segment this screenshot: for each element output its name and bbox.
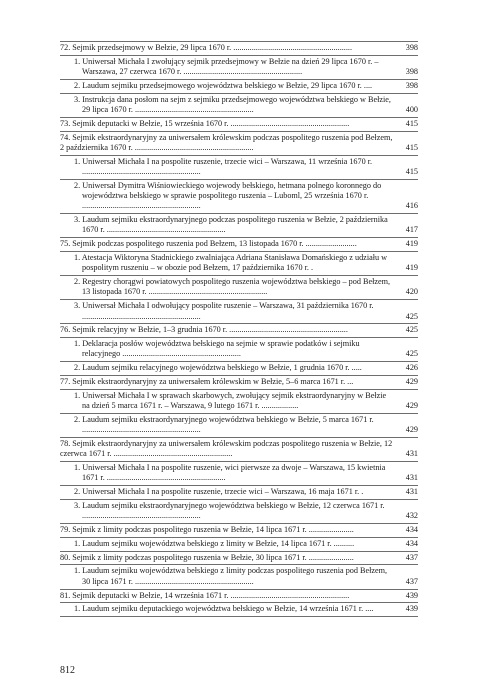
toc-entry-page: 429 (405, 377, 418, 387)
toc-entry-page: 420 (405, 287, 418, 297)
toc-entry-title: 1. Uniwersał Michała I na pospolite ruszenie, wici pierwsze za dwoje – Warszawa, 15 kwietnia 1671 r. .......................................................... (74, 463, 386, 483)
toc-entry-page: 400 (405, 104, 418, 114)
table-of-contents (60, 41, 418, 617)
toc-subentry (60, 252, 418, 276)
toc-subentry (60, 362, 418, 376)
toc-subentry (60, 94, 418, 118)
toc-entry-title: 3. Uniwersał Michała I odwołujący pospolite ruszenie – Warszawa, 31 października 1670 r. .......................................................... (74, 301, 374, 321)
toc-entry-title: 2. Laudum sejmiku przedsejmowego województwa bełskiego w Bełzie, 29 lipca 1670 r. .... (74, 80, 373, 90)
toc-entry-page: 425 (405, 325, 418, 335)
toc-entry-page: 432 (405, 511, 418, 521)
toc-entry-title: 2. Laudum sejmiku ekstraordynaryjnego województwa bełskiego w Bełzie, 5 marca 1671 r. .......................................................... (74, 414, 374, 435)
toc-entry (60, 238, 418, 252)
toc-entry-page: 425 (405, 311, 418, 321)
page-number: 812 (60, 665, 75, 676)
toc-entry-title: 2. Uniwersał Michała I na pospolite ruszenie, trzecie wici – Warszawa, 16 maja 1671 r. . (74, 487, 364, 497)
toc-subentry (60, 338, 418, 362)
toc-entry-title: 1. Uniwersał Michała I w sprawach skarbowych, zwołujący sejmik ekstraordynaryjny w Bełzie na dzień 5 marca 1671 r. – Warszawa, 9 lutego 1671 r. .................. (74, 390, 387, 411)
toc-entry-page: 398 (405, 67, 418, 77)
toc-entry-title: 1. Uniwersał Michała I zwołujący sejmik przedsejmowy w Bełzie na dzień 29 lipca 1670 r. – Warszawa, 27 czerwca 1670 r. .......................................................... (74, 56, 379, 77)
toc-entry-title: 3. Laudum sejmiku ekstraordynaryjnego podczas pospolitego ruszenia w Bełzie, 2 października 1670 r. .......................................................... (74, 215, 388, 235)
toc-entry-page: 425 (405, 349, 418, 359)
toc-entry-page: 416 (405, 201, 418, 211)
toc-entry-page: 429 (405, 425, 418, 435)
toc-subentry (60, 500, 418, 524)
toc-entry-page: 426 (405, 363, 418, 373)
toc-entry (60, 438, 418, 462)
toc-entry (60, 552, 418, 566)
toc-entry-page: 419 (405, 263, 418, 273)
toc-subentry (60, 80, 418, 94)
toc-entry-title: 80. Sejmik z limity podczas pospolitego ruszenia w Bełzie, 30 lipca 1671 r. ...................... (60, 552, 354, 562)
toc-entry (60, 132, 418, 156)
toc-entry (60, 41, 418, 56)
toc-subentry (60, 180, 418, 214)
toc-entry-title: 77. Sejmik ekstraordynaryjny za uniwersałem królewskim w Bełzie, 5–6 marca 1671 r. ... (60, 377, 354, 387)
toc-entry-title: 1. Uniwersał Michała I na pospolite ruszenie, trzecie wici – Warszawa, 11 września 1670 r. .......................................................... (74, 156, 373, 176)
toc-entry-title: 3. Laudum sejmiku ekstraordynaryjnego województwa bełskiego w Bełzie, 12 czerwca 1671 r. .......................................................... (74, 500, 385, 521)
toc-subentry (60, 565, 418, 589)
toc-entry-page: 434 (405, 538, 418, 548)
toc-entry-page: 415 (405, 166, 418, 176)
toc-entry-title: 79. Sejmik z limity podczas pospolitego ruszenia w Bełzie, 14 lipca 1671 r. ...................... (60, 525, 354, 535)
toc-entry-title: 75. Sejmik podczas pospolitego ruszenia pod Bełzem, 13 listopada 1670 r. ......................... (60, 239, 357, 249)
toc-entry-title: 3. Instrukcja dana posłom na sejm z sejmiku przedsejmowego województwa bełskiego w Bełzie, 29 lipca 1670 r. .......................................................... (74, 94, 391, 114)
toc-entry-page: 437 (405, 576, 418, 586)
toc-subentry (60, 538, 418, 552)
toc-entry-title: 1. Atestacja Wiktoryna Stadnickiego zwalniająca Adriana Stanisława Domańskiego z udziału w pospolitym ruszeniu – w obozie pod Bełzem, 17 października 1670 r. . (74, 253, 388, 273)
toc-subentry (60, 486, 418, 500)
toc-entry-title: 81. Sejmik deputacki w Bełzie, 14 września 1671 r. .......................................................... (60, 590, 350, 600)
toc-entry-page: 439 (405, 604, 418, 614)
toc-entry-title: 2. Laudum sejmiku relacyjnego województwa bełskiego w Bełzie, 1 grudnia 1670 r. ..... (74, 363, 362, 373)
toc-entry (60, 376, 418, 390)
toc-entry-page: 431 (405, 473, 418, 483)
toc-entry-title: 2. Uniwersał Dymitra Wiśniowieckiego wojewody bełskiego, hetmana polnego koronnego do województwa bełskiego w sprawie pospolitego ruszenia – Luboml, 25 września 1670 r. .......................................................... (74, 180, 382, 211)
toc-entry-title: 73. Sejmik deputacki w Bełzie, 15 września 1670 r. .......................................................... (60, 118, 350, 128)
toc-entry-page: 434 (405, 525, 418, 535)
toc-subentry (60, 276, 418, 300)
toc-entry-title: 74. Sejmik ekstraordynaryjny za uniwersałem królewskim podczas pospolitego ruszenia pod Bełzem, 2 października 1670 r. .......................................................... (60, 132, 393, 152)
toc-subentry (60, 156, 418, 180)
toc-entry-page: 429 (405, 401, 418, 411)
toc-entry-title: 1. Laudum sejmiku województwa bełskiego z limity w Bełzie, 14 lipca 1671 r. .......... (74, 538, 355, 548)
toc-entry-page: 415 (405, 142, 418, 152)
toc-entry-page: 431 (405, 487, 418, 497)
toc-subentry (60, 214, 418, 238)
toc-subentry (60, 462, 418, 486)
toc-entry-title: 1. Laudum sejmiku województwa bełskiego z limity podczas pospolitego ruszenia pod Bełzem, 30 lipca 1671 r. .......................................................... (74, 566, 388, 586)
toc-entry-page: 398 (405, 43, 418, 52)
toc-entry-page: 431 (405, 449, 418, 459)
toc-entry-title: 76. Sejmik relacyjny w Bełzie, 1–3 grudnia 1670 r. .......................................................... (60, 325, 348, 335)
toc-entry-title: 1. Laudum sejmiku deputackiego województwa bełskiego w Bełzie, 14 września 1671 r. .... (74, 604, 374, 614)
toc-entry-title: 78. Sejmik ekstraordynaryjny za uniwersałem królewskim podczas pospolitego ruszenia w Bełzie, 12 czerwca 1671 r. .......................................................... (60, 439, 393, 459)
toc-entry-page: 419 (405, 239, 418, 249)
toc-subentry (60, 56, 418, 80)
toc-entry-page: 417 (405, 225, 418, 235)
toc-subentry (60, 603, 418, 617)
toc-entry (60, 590, 418, 604)
toc-entry-title: 72. Sejmik przedsejmowy w Bełzie, 29 lipca 1670 r. .......................................................... (60, 43, 352, 52)
toc-entry (60, 118, 418, 132)
toc-entry-title: 1. Deklaracja posłów województwa bełskiego na sejmie w sprawie podatków i sejmiku relacyjnego .......................................................... (74, 339, 360, 359)
toc-entry-page: 439 (405, 590, 418, 600)
toc-entry (60, 324, 418, 338)
toc-entry-page: 437 (405, 552, 418, 562)
toc-entry-title: 2. Regestry chorągwi powiatowych pospolitego ruszenia województwa bełskiego – pod Bełzem, 13 listopada 1670 r. .......................................................... (74, 277, 391, 297)
toc-subentry (60, 390, 418, 414)
toc-entry (60, 524, 418, 538)
toc-entry-page: 398 (405, 80, 418, 90)
toc-subentry (60, 300, 418, 324)
toc-entry-page: 415 (405, 118, 418, 128)
toc-subentry (60, 414, 418, 438)
